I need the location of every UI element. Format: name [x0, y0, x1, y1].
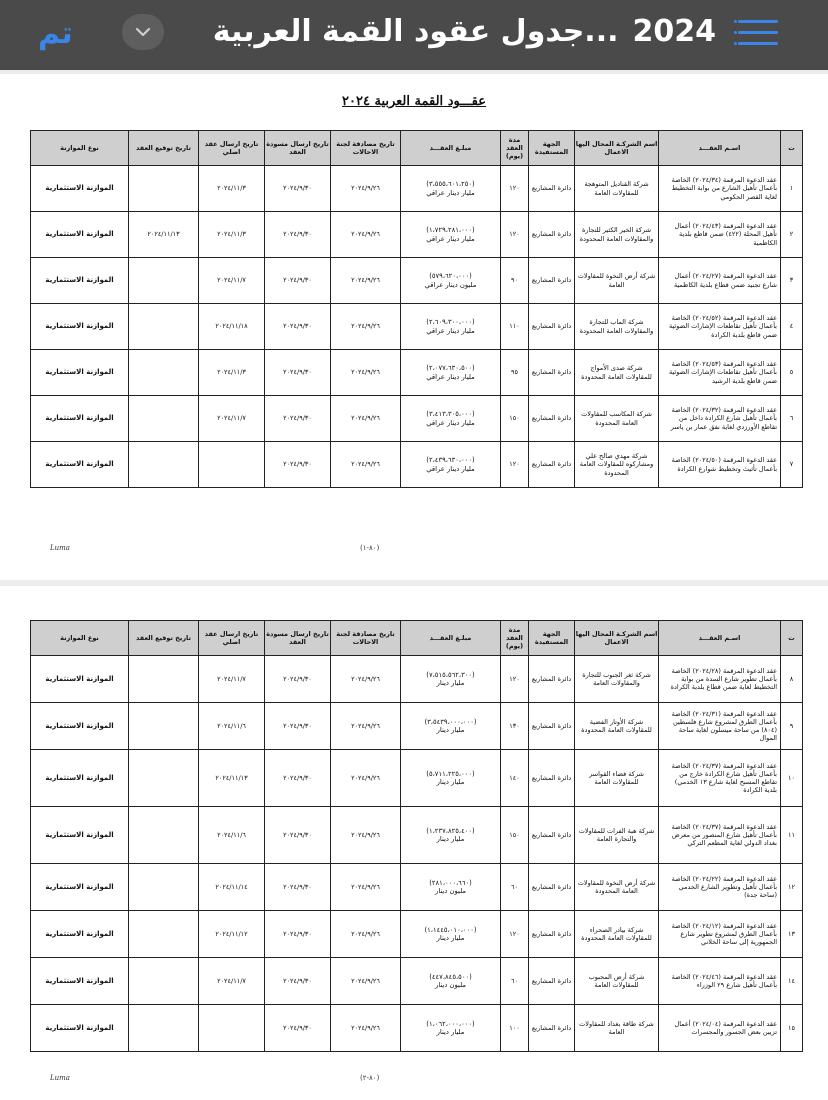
amount-value: (١،٠٦٢،٠٠٠،٠٠٠) [426, 1019, 475, 1028]
original-sent-date-cell: ٢٠٢٤/١١/١٨ [199, 304, 265, 350]
company-name-cell: شركة الخير الكثير للتجارة والمقاولات العامة المحدودة [575, 212, 659, 258]
duration-days-cell: ١٢٠ [501, 212, 529, 258]
contract-name-cell: عقد الدعوة المرقمة (٢٠٢٤/٥٢) الخاصة بأعمال تأهيل تقاطعات الإشارات الضوئية ضمن قاطع بلدية الكرادة [659, 304, 781, 350]
table-row [31, 350, 803, 396]
approval-date-cell: ٢٠٢٤/٩/٢٦ [331, 750, 401, 807]
original-sent-date-cell: ٢٠٢٤/١١/٦ [199, 807, 265, 864]
beneficiary-cell: دائرة المشاريع [529, 656, 575, 703]
amount-unit: مليون دينار عراقي [424, 280, 477, 289]
col-signed-date-header: تاريخ توقيع العقد [129, 621, 199, 656]
row-number-cell: ٦ [781, 396, 803, 442]
budget-type-cell: الموازنة الاستثمارية [31, 212, 129, 258]
table-row [31, 258, 803, 304]
amount-unit: مليار دينار [436, 726, 465, 734]
col-beneficiary-header: الجهة المستفيدة [529, 131, 575, 166]
company-name-cell: شركة صدى الأمواج للمقاولات العامة المحدودة [575, 350, 659, 396]
budget-type-cell: الموازنة الاستثمارية [31, 656, 129, 703]
duration-days-cell: ٩٠ [501, 258, 529, 304]
table-header-row [31, 621, 803, 656]
row-number-cell: ١ [781, 166, 803, 212]
amount-value: (٥٧٩،٦٢٠،٠٠٠) [429, 272, 472, 281]
table-row [31, 911, 803, 958]
col-amount-header: مبلـغ العقـــد [401, 131, 501, 166]
row-number-cell: ٤ [781, 304, 803, 350]
col-original-sent-date-header: تاريخ ارسال عقد اصلي [199, 621, 265, 656]
amount-unit: مليون دينار [435, 887, 466, 895]
approval-date-cell: ٢٠٢٤/٩/٢٦ [331, 1005, 401, 1052]
original-sent-date-cell: ٢٠٢٤/١١/٣ [199, 350, 265, 396]
draft-sent-date-cell: ٢٠٢٤/٩/٣٠ [265, 703, 331, 750]
title-year: 2024 [632, 14, 716, 49]
contract-name-cell: عقد الدعوة المرقمة (٢٠٢٤/٣٧) الخاصة بأعمال تأهيل شارع الكرادة خارج من تقاطع المسبح لغاية شارع ١٣ الخدمي) بلدية الكرادة [659, 750, 781, 807]
contract-name-cell: عقد الدعوة المرقمة (٢٠٢٤/٢٨) الخاصة بأعمال تطوير شارع السدة من بوابة التخطيط لغاية ضمن قطاع بلدية الكرادة [659, 656, 781, 703]
document-heading: عقـــود القمة العربية ٢٠٢٤ [342, 94, 486, 109]
original-sent-date-cell: ٢٠٢٤/١١/١٤ [199, 864, 265, 911]
amount-unit: مليار دينار عراقي [426, 464, 475, 473]
company-name-cell: شركة مهدي صالح علي ومشاركوه للمقاولات العامة المحدودة [575, 442, 659, 488]
col-duration-header: مدة العقد (يوم) [501, 621, 529, 656]
contract-amount-cell [401, 807, 501, 864]
amount-value: (٧،٥١٥،٥٦٢،٣٠٠) [426, 670, 475, 679]
contract-name-cell: عقد الدعوة المرقمة (٢٠٢٤/٤٣) أعمال تأهيل المحلة (٤٢٢) ضمن قاطع بلدية الكاظمية [659, 212, 781, 258]
document-page-1 [0, 74, 828, 580]
contract-amount-cell [401, 212, 501, 258]
signed-date-cell [129, 656, 199, 703]
original-sent-date-cell: ٢٠٢٤/١١/١٣ [199, 750, 265, 807]
table-row [31, 396, 803, 442]
company-name-cell: شركة هبة الفرات للمقاولات والتجارة العامة [575, 807, 659, 864]
col-num-header: ت [781, 621, 803, 656]
amount-value: (٢،٤٣٩،٦٣٠،٠٠٠) [426, 456, 475, 465]
original-sent-date-cell: ٢٠٢٤/١١/٦ [199, 703, 265, 750]
table-row [31, 703, 803, 750]
row-number-cell: ٨ [781, 656, 803, 703]
col-draft-sent-date-header: تاريخ ارسال مسودة العقد [265, 131, 331, 166]
duration-days-cell: ١٢٠ [501, 442, 529, 488]
contract-amount-cell [401, 958, 501, 1005]
original-sent-date-cell: ٢٠٢٤/١١/١٢ [199, 911, 265, 958]
original-sent-date-cell: ٢٠٢٤/١١/٧ [199, 958, 265, 1005]
duration-days-cell: ١٢٠ [501, 911, 529, 958]
row-number-cell: ٧ [781, 442, 803, 488]
budget-type-cell: الموازنة الاستثمارية [31, 807, 129, 864]
table-header-row [31, 131, 803, 166]
contract-amount-cell [401, 911, 501, 958]
budget-type-cell: الموازنة الاستثمارية [31, 166, 129, 212]
draft-sent-date-cell: ٢٠٢٤/٩/٣٠ [265, 958, 331, 1005]
draft-sent-date-cell: ٢٠٢٤/٩/٣٠ [265, 442, 331, 488]
original-sent-date-cell [199, 1005, 265, 1052]
beneficiary-cell: دائرة المشاريع [529, 304, 575, 350]
amount-value: (١،٢٣٧،٨٢٥،٤٠٠) [426, 826, 475, 835]
beneficiary-cell: دائرة المشاريع [529, 703, 575, 750]
original-sent-date-cell: ٢٠٢٤/١١/٣ [199, 212, 265, 258]
budget-type-cell: الموازنة الاستثمارية [31, 750, 129, 807]
contract-name-cell: عقد الدعوة المرقمة (٢٠٢٤/٥٣) الخاصة بأعمال تأهيل تقاطعات الإشارات الضوئية ضمن قاطع بلدية الرشيد [659, 350, 781, 396]
signed-date-cell [129, 166, 199, 212]
row-number-cell: ١٢ [781, 864, 803, 911]
company-name-cell: شركة أرض المحبوب للمقاولات العامة [575, 958, 659, 1005]
contract-amount-cell [401, 304, 501, 350]
beneficiary-cell: دائرة المشاريع [529, 396, 575, 442]
contract-name-cell: عقد الدعوة المرقمة (٢٠٢٤/٣١) الخاصة بأعمال الطرق لمشروع شارع فلسطين (٨٠٤) من ساحة ميسلون لغاية ساحة الموال [659, 703, 781, 750]
company-name-cell: شركة ثغر الجنوب للتجارة والمقاولات العامة [575, 656, 659, 703]
table-row [31, 864, 803, 911]
duration-days-cell: ١٢٠ [501, 166, 529, 212]
table-row [31, 166, 803, 212]
beneficiary-cell: دائرة المشاريع [529, 807, 575, 864]
contract-name-cell: عقد الدعوة المرقمة (٢٠٢٤/٣٤) الخاصة بأعمال تأهيل الشارع من بوابة التخطيط لغاية القصر الحكومي [659, 166, 781, 212]
approval-date-cell: ٢٠٢٤/٩/٢٦ [331, 958, 401, 1005]
row-number-cell: ٢ [781, 212, 803, 258]
col-duration-header: مدة العقد (يوم) [501, 131, 529, 166]
col-contract-name-header: اسـم العقـــد [659, 621, 781, 656]
signed-date-cell: ٢٠٢٤/١١/١٣ [129, 212, 199, 258]
app-header [0, 0, 828, 70]
contract-name-cell: عقد الدعوة المرقمة (٢٠٢٤/٤٦) الخاصة بأعمال تأهيل شارع ٢٩ الوزراء [659, 958, 781, 1005]
duration-days-cell: ١٤٠ [501, 750, 529, 807]
approval-date-cell: ٢٠٢٤/٩/٢٦ [331, 166, 401, 212]
row-number-cell: ١١ [781, 807, 803, 864]
beneficiary-cell: دائرة المشاريع [529, 350, 575, 396]
contract-name-cell: عقد الدعوة المرقمة (٢٠٢٤/٥٠) الخاصة بأعمال تأثيث وتخطيط شوارع الكرادة [659, 442, 781, 488]
beneficiary-cell: دائرة المشاريع [529, 258, 575, 304]
row-number-cell: ٣ [781, 258, 803, 304]
beneficiary-cell: دائرة المشاريع [529, 958, 575, 1005]
chevron-button[interactable] [122, 14, 164, 50]
document-page-2 [0, 586, 828, 1100]
company-name-cell: شركة طاقة بغداد للمقاولات العامة [575, 1005, 659, 1052]
signed-date-cell [129, 911, 199, 958]
company-name-cell: شركة أرض النخوة للمقاولات العامة المحدودة [575, 864, 659, 911]
signed-date-cell [129, 864, 199, 911]
duration-days-cell: ١٥٠ [501, 807, 529, 864]
original-sent-date-cell: ٢٠٢٤/١١/٧ [199, 396, 265, 442]
contract-amount-cell [401, 350, 501, 396]
draft-sent-date-cell: ٢٠٢٤/٩/٣٠ [265, 864, 331, 911]
budget-type-cell: الموازنة الاستثمارية [31, 911, 129, 958]
col-signed-date-header: تاريخ توقيع العقد [129, 131, 199, 166]
signed-date-cell [129, 958, 199, 1005]
duration-days-cell: ١٣٠ [501, 703, 529, 750]
approval-date-cell: ٢٠٢٤/٩/٢٦ [331, 212, 401, 258]
contract-amount-cell [401, 703, 501, 750]
signed-date-cell [129, 703, 199, 750]
amount-value: (٤٤٧،٨٤٥،٥٠٠) [429, 972, 472, 981]
contract-name-cell: عقد الدعوة المرقمة (٢٠٢٤/٢٧) أعمال شارع تجنيد ضمن قطاع بلدية الكاظمية [659, 258, 781, 304]
amount-unit: مليار دينار عراقي [426, 418, 475, 427]
amount-value: (٥،٧١١،٢٢٥،٠٠٠) [426, 769, 475, 778]
table-row [31, 442, 803, 488]
row-number-cell: ١٣ [781, 911, 803, 958]
signed-date-cell [129, 258, 199, 304]
company-name-cell: شركة الماب للتجارة والمقاولات العامة المحدودة [575, 304, 659, 350]
beneficiary-cell: دائرة المشاريع [529, 864, 575, 911]
approval-date-cell: ٢٠٢٤/٩/٢٦ [331, 864, 401, 911]
contract-amount-cell [401, 864, 501, 911]
amount-value: (٢٨١،٠٠٠،٦٦٠) [429, 878, 472, 887]
draft-sent-date-cell: ٢٠٢٤/٩/٣٠ [265, 396, 331, 442]
budget-type-cell: الموازنة الاستثمارية [31, 703, 129, 750]
beneficiary-cell: دائرة المشاريع [529, 442, 575, 488]
signed-date-cell [129, 807, 199, 864]
col-company-header: اسم الشركـة المحال اليها الاعمال [575, 621, 659, 656]
amount-value: (٢،٦٠٩،٣٠٠،٠٠٠) [426, 318, 475, 327]
budget-type-cell: الموازنة الاستثمارية [31, 442, 129, 488]
budget-type-cell: الموازنة الاستثمارية [31, 258, 129, 304]
col-budget-type-header: نوع الموازنة [31, 621, 129, 656]
table-row [31, 958, 803, 1005]
chevron-down-icon [135, 26, 151, 38]
company-name-cell: شركة القناديل المتوهجة للمقاولات العامة [575, 166, 659, 212]
contract-amount-cell [401, 656, 501, 703]
amount-unit: مليون دينار [435, 981, 466, 989]
budget-type-cell: الموازنة الاستثمارية [31, 396, 129, 442]
signed-date-cell [129, 1005, 199, 1052]
col-beneficiary-header: الجهة المستفيدة [529, 621, 575, 656]
draft-sent-date-cell: ٢٠٢٤/٩/٣٠ [265, 656, 331, 703]
original-sent-date-cell: ٢٠٢٤/١١/٣ [199, 166, 265, 212]
budget-type-cell: الموازنة الاستثمارية [31, 958, 129, 1005]
company-name-cell: شركة أرض النخوة للمقاولات العامة [575, 258, 659, 304]
draft-sent-date-cell: ٢٠٢٤/٩/٣٠ [265, 212, 331, 258]
original-sent-date-cell [199, 442, 265, 488]
budget-type-cell: الموازنة الاستثمارية [31, 864, 129, 911]
amount-unit: مليار دينار عراقي [426, 234, 475, 243]
approval-date-cell: ٢٠٢٤/٩/٢٦ [331, 350, 401, 396]
signed-date-cell [129, 304, 199, 350]
page-number: (٨٠-١) [360, 544, 380, 552]
table-row [31, 1005, 803, 1052]
duration-days-cell: ١١٠ [501, 304, 529, 350]
contract-amount-cell [401, 258, 501, 304]
footer-signature: Luma [50, 544, 70, 552]
contract-amount-cell [401, 750, 501, 807]
contract-name-cell: عقد الدعوة المرقمة (٢٠٢٤/١٢) الخاصة بأعمال الطرق لمشروع تطوير شارع الجمهورية إلى ساحة الخلاني [659, 911, 781, 958]
draft-sent-date-cell: ٢٠٢٤/٩/٣٠ [265, 750, 331, 807]
amount-value: (٣،٤١٣،٣٠٥،٠٠٠) [426, 410, 475, 419]
budget-type-cell: الموازنة الاستثمارية [31, 350, 129, 396]
contract-amount-cell [401, 1005, 501, 1052]
amount-unit: مليار دينار عراقي [426, 188, 475, 197]
approval-date-cell: ٢٠٢٤/٩/٢٦ [331, 703, 401, 750]
approval-date-cell: ٢٠٢٤/٩/٢٦ [331, 258, 401, 304]
approval-date-cell: ٢٠٢٤/٩/٢٦ [331, 656, 401, 703]
draft-sent-date-cell: ٢٠٢٤/٩/٣٠ [265, 807, 331, 864]
draft-sent-date-cell: ٢٠٢٤/٩/٣٠ [265, 258, 331, 304]
row-number-cell: ٥ [781, 350, 803, 396]
contracts-table-page-1 [30, 130, 803, 488]
done-button[interactable]: تم [38, 16, 73, 51]
col-original-sent-date-header: تاريخ ارسال عقد اصلي [199, 131, 265, 166]
company-name-cell: شركة فضاء القواسر للمقاولات العامة [575, 750, 659, 807]
signed-date-cell [129, 396, 199, 442]
title-text: ...جدول عقود القمة العربية [212, 14, 619, 49]
amount-value: (١،٧٢٩،٢٨١،٠٠٠) [426, 226, 475, 235]
amount-value: (٣،٥٥٥،٦٠١،٢٥٠) [426, 180, 475, 189]
amount-unit: مليار دينار [436, 778, 465, 786]
col-contract-name-header: اسـم العقـــد [659, 131, 781, 166]
beneficiary-cell: دائرة المشاريع [529, 212, 575, 258]
page-number: (٨٠-٢) [360, 1074, 380, 1082]
row-number-cell: ١٥ [781, 1005, 803, 1052]
contracts-table-page-2 [30, 620, 803, 1052]
table-row [31, 304, 803, 350]
col-approval-date-header: تاريخ مصادقة لجنة الاحالات [331, 131, 401, 166]
duration-days-cell: ١٥٠ [501, 396, 529, 442]
signed-date-cell [129, 442, 199, 488]
duration-days-cell: ١٢٠ [501, 656, 529, 703]
duration-days-cell: ٩٥ [501, 350, 529, 396]
footer-signature: Luma [50, 1074, 70, 1082]
table-row [31, 807, 803, 864]
row-number-cell: ١٠ [781, 750, 803, 807]
row-number-cell: ١٤ [781, 958, 803, 1005]
amount-value: (٢،٠٧٧،٦٣٠،٥٠٠) [426, 364, 475, 373]
col-amount-header: مبلـغ العقـــد [401, 621, 501, 656]
row-number-cell: ٩ [781, 703, 803, 750]
contract-amount-cell [401, 166, 501, 212]
company-name-cell: شركة المكاسب للمقاولات العامة المحدودة [575, 396, 659, 442]
signed-date-cell [129, 750, 199, 807]
original-sent-date-cell: ٢٠٢٤/١١/٧ [199, 258, 265, 304]
draft-sent-date-cell: ٢٠٢٤/٩/٣٠ [265, 1005, 331, 1052]
draft-sent-date-cell: ٢٠٢٤/٩/٣٠ [265, 166, 331, 212]
amount-unit: مليار دينار عراقي [426, 326, 475, 335]
contract-name-cell: عقد الدعوة المرقمة (٢٠٢٤/٢٢) الخاصة بأعمال تأهيل وتطوير الشارع الخدمي (ساحة جدة) [659, 864, 781, 911]
table-row [31, 212, 803, 258]
contract-amount-cell [401, 396, 501, 442]
approval-date-cell: ٢٠٢٤/٩/٢٦ [331, 911, 401, 958]
beneficiary-cell: دائرة المشاريع [529, 750, 575, 807]
duration-days-cell: ٦٠ [501, 958, 529, 1005]
draft-sent-date-cell: ٢٠٢٤/٩/٣٠ [265, 911, 331, 958]
duration-days-cell: ١٠٠ [501, 1005, 529, 1052]
original-sent-date-cell: ٢٠٢٤/١١/٧ [199, 656, 265, 703]
col-approval-date-header: تاريخ مصادقة لجنة الاحالات [331, 621, 401, 656]
approval-date-cell: ٢٠٢٤/٩/٢٦ [331, 442, 401, 488]
amount-value: (١،١٤٤٥،٠١٠،٠٠٠) [424, 925, 477, 934]
amount-unit: مليار دينار [436, 835, 465, 843]
contract-name-cell: عقد الدعوة المرقمة (٢٠٢٤/٣٧) الخاصة بأعمال تأهيل شارع المنصور من معرض بغداد الدولي لغاية المطعم التركي [659, 807, 781, 864]
beneficiary-cell: دائرة المشاريع [529, 166, 575, 212]
beneficiary-cell: دائرة المشاريع [529, 1005, 575, 1052]
list-menu-icon[interactable] [734, 16, 782, 50]
table-row [31, 656, 803, 703]
col-budget-type-header: نوع الموازنة [31, 131, 129, 166]
approval-date-cell: ٢٠٢٤/٩/٢٦ [331, 304, 401, 350]
col-draft-sent-date-header: تاريخ ارسال مسودة العقد [265, 621, 331, 656]
company-name-cell: شركة الأوتار الفضية للمقاولات العامة المحدودة [575, 703, 659, 750]
amount-unit: مليار دينار [436, 1028, 465, 1036]
table-row [31, 750, 803, 807]
amount-unit: مليار دينار عراقي [426, 372, 475, 381]
amount-unit: مليار دينار [436, 679, 465, 687]
document-title-header [176, 14, 716, 49]
beneficiary-cell: دائرة المشاريع [529, 911, 575, 958]
budget-type-cell: الموازنة الاستثمارية [31, 1005, 129, 1052]
duration-days-cell: ٦٠ [501, 864, 529, 911]
budget-type-cell: الموازنة الاستثمارية [31, 304, 129, 350]
contract-name-cell: عقد الدعوة المرقمة (٢٠٢٤/٠٤) أعمال تزيين بعض الجسور والمجسرات [659, 1005, 781, 1052]
company-name-cell: شركة بيادر الصحراء للمقاولات العامة المحدودة [575, 911, 659, 958]
col-num-header: ت [781, 131, 803, 166]
contract-amount-cell [401, 442, 501, 488]
draft-sent-date-cell: ٢٠٢٤/٩/٣٠ [265, 304, 331, 350]
col-company-header: اسم الشركـة المحال اليها الاعمال [575, 131, 659, 166]
draft-sent-date-cell: ٢٠٢٤/٩/٣٠ [265, 350, 331, 396]
contract-name-cell: عقد الدعوة المرقمة (٢٠٢٤/٣٢) الخاصة بأعمال تأهيل شارع الكرادة داخل من تقاطع الأورزدي لغاية نفق عمار بن ياسر [659, 396, 781, 442]
approval-date-cell: ٢٠٢٤/٩/٢٦ [331, 396, 401, 442]
signed-date-cell [129, 350, 199, 396]
approval-date-cell: ٢٠٢٤/٩/٢٦ [331, 807, 401, 864]
amount-unit: مليار دينار [436, 934, 465, 942]
amount-value: (٣،٥٤٣٩،٠٠٠،٠٠٠) [424, 717, 477, 726]
